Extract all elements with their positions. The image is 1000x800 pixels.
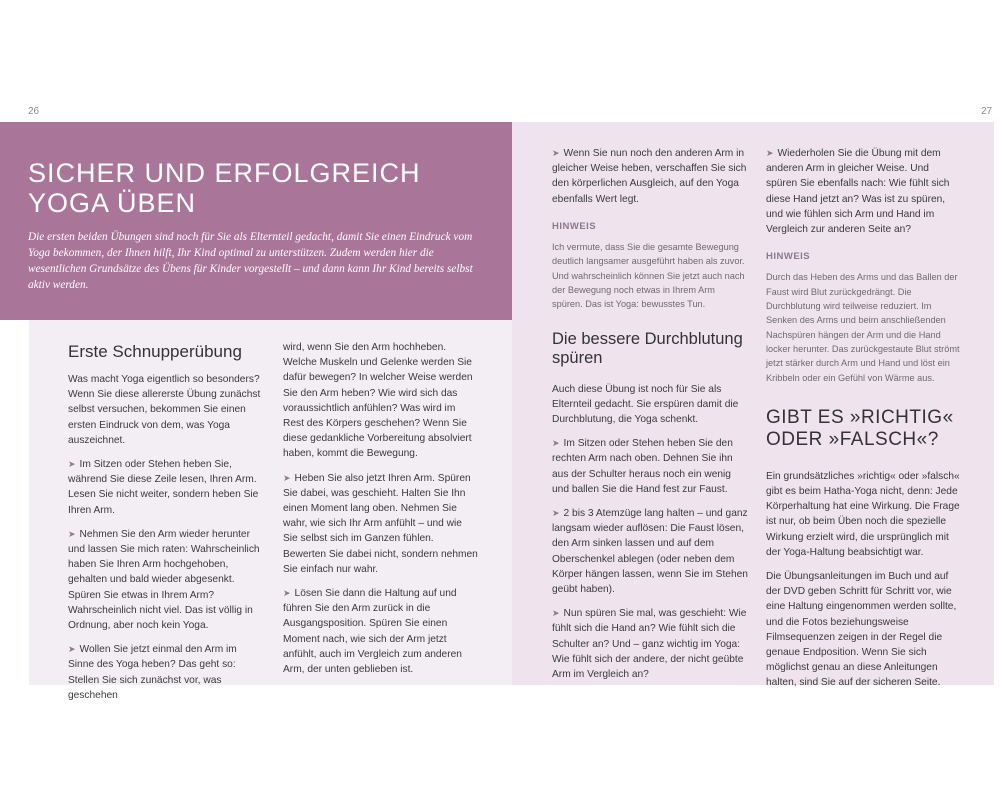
- column-2: [283, 340, 479, 686]
- step-paragraph: ➤ Wiederholen Sie die Übung mit dem anderen Arm in gleicher Weise. Und spüren Sie ebenfalls nach: Wie fühlt sich diese Hand jetzt an? Was ist zu spüren, und wie fühlen sich Arm und Hand im Vergleich zur anderen Seite an?: [766, 148, 950, 236]
- column-4: [766, 146, 962, 700]
- column-1: [68, 342, 264, 712]
- arrow-icon: ➤: [552, 608, 560, 619]
- paragraph: Auch diese Übung ist noch für Sie als Elternteil gedacht. Sie erspüren damit die Durchblutung, die Yoga schenkt.: [552, 383, 739, 425]
- section-heading-durchblutung: Die bessere Durchblutung spüren: [552, 329, 743, 367]
- step-paragraph: ➤ Heben Sie also jetzt Ihren Arm. Spüren Sie dabei, was geschieht. Halten Sie Ihn einen Moment lang oben. Nehmen Sie wahr, wie sich Ihr Arm anfühlt – und wie Sie selbst sich im Ganzen fühlen. Bewerten Sie dabei nicht, sondern nehmen Sie einfach nur wahr.: [283, 472, 478, 575]
- arrow-icon: ➤: [283, 472, 291, 483]
- section-heading-richtig-oder-falsch: GIBT ES »RICHTIG« ODER »FALSCH«?: [766, 406, 954, 450]
- chapter-title-line-2: YOGA ÜBEN: [28, 188, 197, 218]
- section-heading-erste-schnupperuebung: Erste Schnupperübung: [68, 342, 242, 361]
- chapter-title: [28, 158, 421, 218]
- arrow-icon: ➤: [552, 507, 560, 518]
- arrow-icon: ➤: [283, 588, 291, 599]
- step-paragraph: ➤ Lösen Sie dann die Haltung auf und führen Sie den Arm zurück in die Ausgangsposition. Spüren Sie einen Moment nach, wie sich der Arm jetzt anfühlt, auch im Vergleich zum anderen Arm, der unten geblieben ist.: [283, 588, 462, 676]
- arrow-icon: ➤: [766, 148, 774, 158]
- hinweis-text: Ich vermute, dass Sie die gesamte Bewegung deutlich langsamer ausgeführt haben als zuvor. Und wahrscheinlich können Sie jetzt auch nach der Bewegung noch etwas in Ihrem Arm spüren. Das ist Yoga: bewusstes Tun.: [552, 242, 745, 310]
- chapter-title-line-1: SICHER UND ERFOLGREICH: [28, 158, 421, 188]
- paragraph: Was macht Yoga eigentlich so besonders? Wenn Sie diese allererste Übung zunächst selbst versuchen, bekommen Sie einen ersten Eindruck von dem, was Yoga auszeichnet.: [68, 374, 261, 446]
- step-paragraph: ➤ Im Sitzen oder Stehen heben Sie, während Sie diese Zeile lesen, Ihren Arm. Lesen Sie nicht weiter, sondern heben Sie Ihren Arm.: [68, 459, 259, 516]
- paragraph: Die Übungsanleitungen im Buch und auf der DVD geben Schritt für Schritt vor, wie eine Haltung eingenommen werden sollte, und die Fotos beziehungsweise Filmsequenzen zeigen in der Regel die genaue Endposition. Wenn Sie sich möglichst genau an diese Anleitungen halten, sind Sie auf der sicheren Seite.: [766, 571, 957, 689]
- hinweis-label: HINWEIS: [552, 220, 597, 232]
- page-number-left: 26: [28, 106, 40, 117]
- step-paragraph: ➤ Nun spüren Sie mal, was geschieht: Wie fühlt sich die Hand an? Wie fühlt sich die Schulter an? Und – ganz wichtig im Yoga: Wie fühlt sich der andere, der nicht geübte Arm im Vergleich an?: [552, 608, 747, 680]
- arrow-icon: ➤: [68, 644, 76, 655]
- step-paragraph: ➤ Wollen Sie jetzt einmal den Arm im Sinne des Yoga heben? Das geht so: Stellen Sie sich zunächst vor, was geschehen: [68, 644, 237, 701]
- hinweis-text: Durch das Heben des Arms und das Ballen der Faust wird Blut zurückgedrängt. Die Durchblutung wird teilweise reduziert. Im Senken des Arms und beim anschließenden Nachspüren hängen der Arm und die Hand locker herunter. Das zurückgestaute Blut strömt jetzt stärker durch Arm und Hand und löst ein Kribbeln oder ein Gefühl von Wärme aus.: [766, 272, 960, 383]
- step-paragraph: ➤ Im Sitzen oder Stehen heben Sie den rechten Arm nach oben. Dehnen Sie ihn aus der Schulter heraus noch ein wenig und ballen Sie die Hand fest zur Faust.: [552, 438, 733, 495]
- arrow-icon: ➤: [552, 438, 560, 449]
- page-number-right: 27: [981, 106, 993, 117]
- step-paragraph: ➤ Wenn Sie nun noch den anderen Arm in gleicher Weise heben, verschaffen Sie sich den körperlichen Ausgleich, auf den Yoga ebenfalls Wert legt.: [552, 148, 747, 205]
- step-paragraph: ➤ 2 bis 3 Atemzüge lang halten – und ganz langsam wieder auflösen: Die Faust lösen, den Arm sinken lassen und auf dem Oberschenkel ablegen (oder neben dem Körper hängen lassen, wenn Sie im Stehen geübt haben).: [552, 507, 748, 595]
- arrow-icon: ➤: [552, 148, 560, 158]
- hinweis-label: HINWEIS: [766, 251, 811, 263]
- arrow-icon: ➤: [68, 528, 76, 539]
- column-3: [552, 146, 748, 691]
- step-paragraph: ➤ Nehmen Sie den Arm wieder herunter und lassen Sie mich raten: Wahrscheinlich haben Sie Ihren Arm hochgehoben, gehalten und bald wieder abgesenkt. Spüren Sie etwas in Ihrem Arm? Wahrscheinlich nicht viel. Das ist völlig in Ordnung, aber noch kein Yoga.: [68, 528, 260, 632]
- paragraph: Ein grundsätzliches »richtig« oder »falsch« gibt es beim Hatha-Yoga nicht, denn: Jede Körperhaltung hat eine Wirkung. Die Frage ist nur, ob beim Üben noch die spezielle Wirkung erzielt wird, die ursprünglich mit der Yoga-Haltung beabsichtigt war.: [766, 470, 960, 558]
- arrow-icon: ➤: [68, 459, 76, 470]
- chapter-intro: Die ersten beiden Übungen sind noch für Sie als Elternteil gedacht, damit Sie einen Eindruck vom Yoga bekommen, der Ihnen hilft, Ihr Kind optimal zu unterstützen. Zudem werden hier die wesentlichen Grundsätze des Übens für Kinder vorgestellt – und dann kann Ihr Kind bereits selbst aktiv werden.: [28, 231, 473, 291]
- paragraph: wird, wenn Sie den Arm hochheben. Welche Muskeln und Gelenke werden Sie dafür bewegen? In welcher Weise werden Sie den Arm heben? Wie wird sich das voraussichtlich anfühlen? Was wird im Rest des Körpers geschehen? Wenn Sie diese gedankliche Vorbereitung absolviert haben, kommt die Bewegung.: [283, 342, 473, 460]
